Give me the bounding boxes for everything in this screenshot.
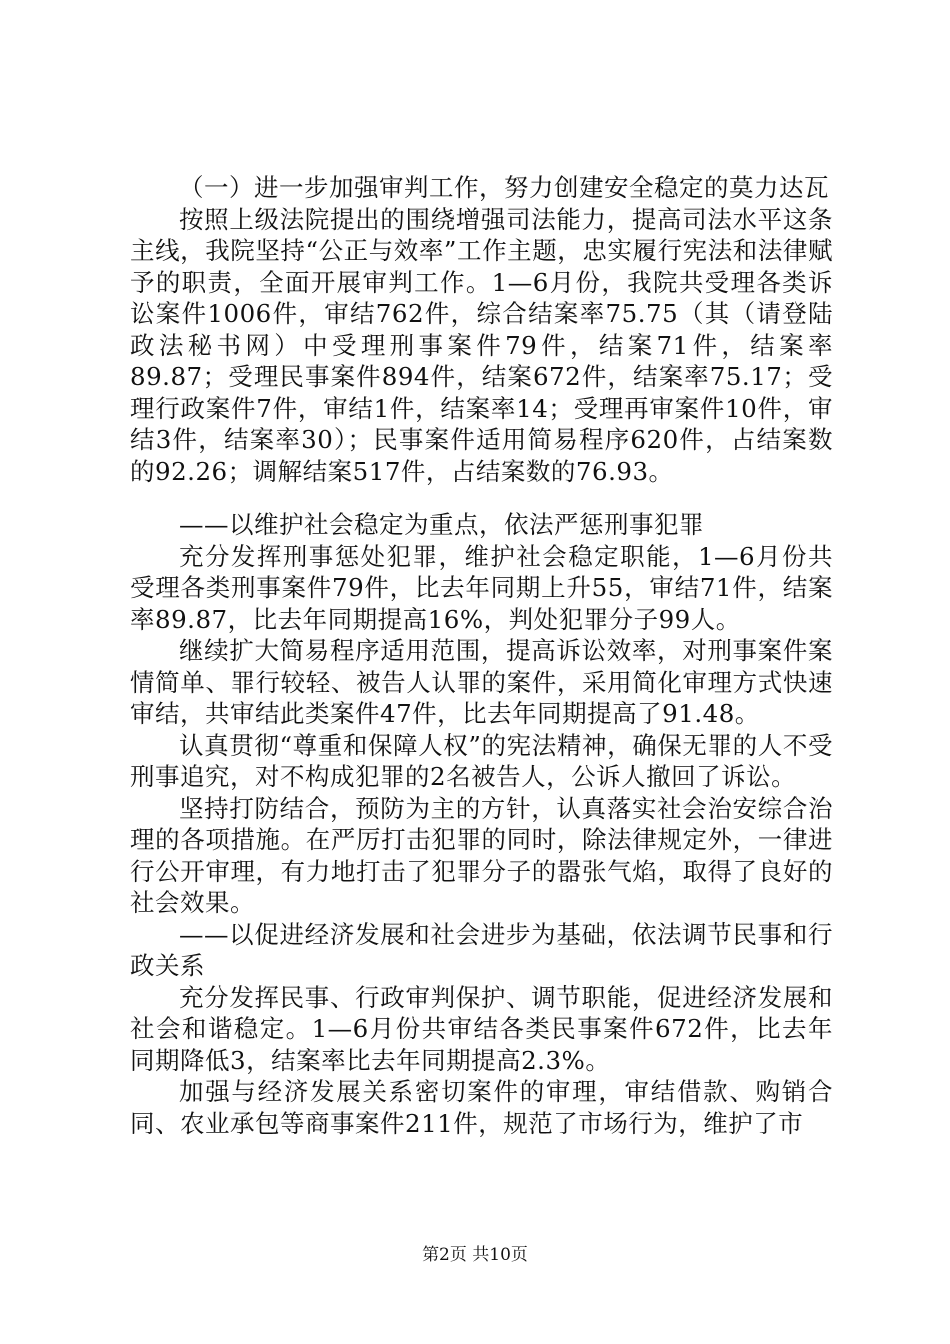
paragraph-criminal-cases: 充分发挥刑事惩处犯罪，维护社会稳定职能，1—6月份共受理各类刑事案件79件，比去年同期上升55，审结71件，结案率89.87，比去年同期提高16%，判处犯罪分子99人。	[130, 541, 833, 634]
section-heading: （一）进一步加强审判工作，努力创建安全稳定的莫力达瓦	[179, 173, 829, 202]
paragraph-human-rights: 认真贯彻“尊重和保障人权”的宪法精神，确保无罪的人不受刑事追究，对不构成犯罪的2名被告人，公诉人撤回了诉讼。	[130, 730, 833, 791]
paragraph-gap	[130, 487, 833, 509]
paragraph-civil-cases: 充分发挥民事、行政审判保护、调节职能，促进经济发展和社会和谐稳定。1—6月份共审结各类民事案件672件，比去年同期降低3，结案率比去年同期提高2.3%。	[130, 982, 833, 1075]
paragraph-prevention: 坚持打防结合，预防为主的方针，认真落实社会治安综合治理的各项措施。在严厉打击犯罪的同时，除法律规定外，一律进行公开审理，有力地打击了犯罪分子的嚣张气焰，取得了良好的社会效果。	[130, 793, 833, 917]
paragraph-commercial-cases: 加强与经济发展关系密切案件的审理，审结借款、购销合同、农业承包等商事案件211件，规范了市场行为，维护了市	[130, 1077, 833, 1138]
subheading-civil-administrative: ——以促进经济发展和社会进步为基础，依法调节民事和行政关系	[130, 919, 833, 980]
paragraph-summary: 按照上级法院提出的围绕增强司法能力，提高司法水平这条主线，我院坚持“公正与效率”工作主题，忠实履行宪法和法律赋予的职责，全面开展审判工作。1—6月份，我院共受理各类诉讼案件1006件，审结762件，综合结案率75.75（其（请登陆政法秘书网）中受理刑事案件79件，结案71件，结案率89.87；受理民事案件894件，结案672件，结案率75.17；受理行政案件7件，审结1件，结案率14；受理再审案件10件，审结3件，结案率30）；民事案件适用简易程序620件，占结案数的92.26；调解结案517件，占结案数的76.93。	[130, 204, 833, 486]
document-body	[130, 172, 833, 1139]
paragraph-simplified-procedure: 继续扩大简易程序适用范围，提高诉讼效率，对刑事案件案情简单、罪行较轻、被告人认罪的案件，采用简化审理方式快速审结，共审结此类案件47件，比去年同期提高了91.48。	[130, 636, 833, 728]
subheading-criminal: ——以维护社会稳定为重点，依法严惩刑事犯罪	[179, 510, 704, 539]
page-footer: 第2页 共10页	[422, 1245, 528, 1265]
